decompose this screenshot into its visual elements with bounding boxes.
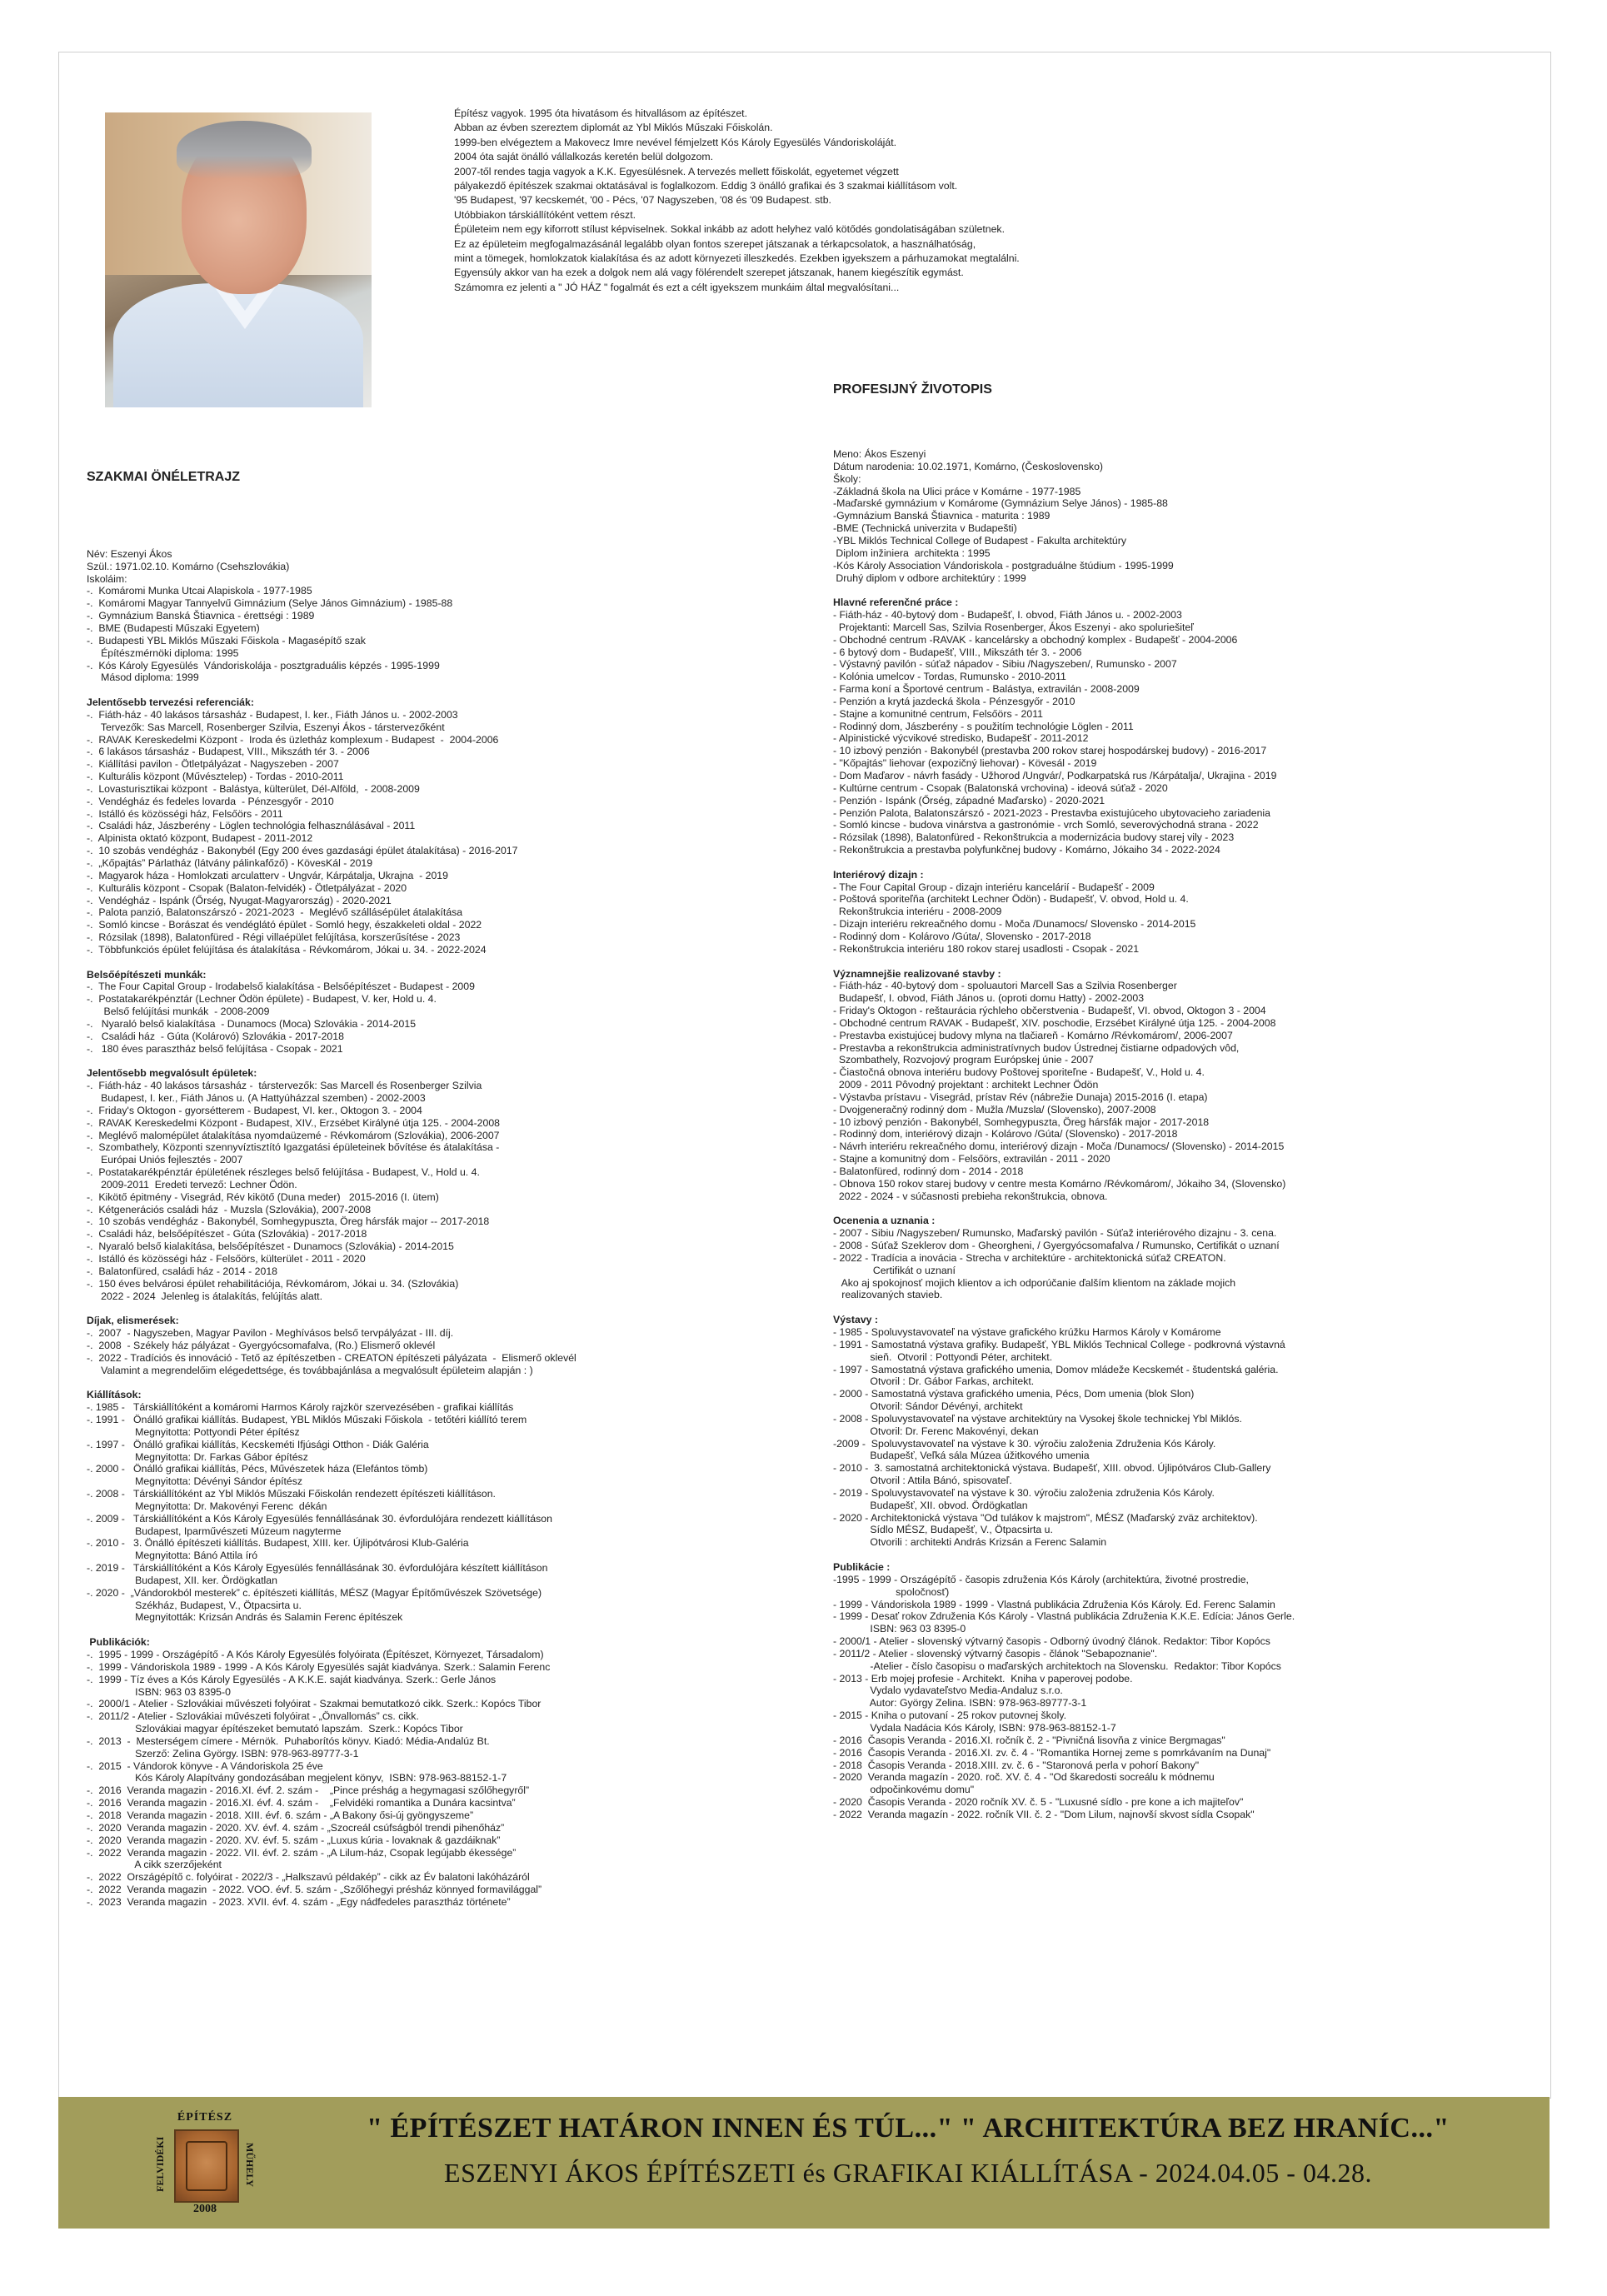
- hungarian-cv-line: -. 180 éves parasztház belső felújítása - Csopak - 2021: [87, 1042, 343, 1055]
- hungarian-cv-line: -. 2022 - Tradíciós és innováció - Tető az építészetben - CREATON építészeti pályázata - Elismerő oklevél: [87, 1351, 576, 1364]
- slovak-cv-line: - 2000 - Samostatná výstava grafického umenia, Pécs, Dom umenia (blok Slon): [833, 1388, 1195, 1400]
- hungarian-cv-line: -. Meglévő malomépület átalakítása nyomdaüzemé - Révkomárom (Szlovákia), 2006-2007: [87, 1129, 500, 1141]
- slovak-cv-line: [833, 956, 1295, 968]
- hungarian-cv-line: -. 10 szobás vendégház - Bakonybél, Somhegypuszta, Öreg hársfák major -- 2017-2018: [87, 1215, 490, 1228]
- hungarian-cv-line: -. Szombathely, Központi szennyvíztisztító Igazgatási épületeinek bővítése és átalakítása -: [87, 1141, 500, 1154]
- hungarian-cv-line: Székház, Budapest, V., Ötpacsirta u.: [87, 1599, 302, 1611]
- slovak-cv: [833, 356, 1295, 1834]
- hungarian-cv-line: -. 2020 Veranda magazin - 2020. XV. évf. 5. szám - „Luxus kúria - lovaknak & gazdáiknak”: [87, 1834, 501, 1846]
- slovak-cv-line: - 2016 Časopis Veranda - 2016.XI. ročník č. 2 - "Pivničná lisovňa z vinice Bergmagas": [833, 1734, 1225, 1746]
- logo-year: 2008: [193, 2203, 217, 2215]
- hungarian-cv-line: -. 6 lakásos társasház - Budapest, VIII., Mikszáth tér 3. - 2006: [87, 746, 370, 758]
- hungarian-cv-line: Budapest, XII. ker. Ördögkatlan: [87, 1574, 277, 1586]
- slovak-cv-line: - Penzión - Ispánk (Őrség, západné Maďarsko) - 2020-2021: [833, 794, 1105, 806]
- slovak-cv-line: - 1985 - Spoluvystavovateľ na výstave grafického krúžku Harmos Károly v Komárome: [833, 1325, 1221, 1338]
- hungarian-cv-line: -. RAVAK Kereskedelmi Központ - Iroda és üzletház komplexum - Budapest - 2004-2006: [87, 733, 499, 746]
- hungarian-cv-line: Európai Uniós fejlesztés - 2007: [87, 1154, 243, 1166]
- hungarian-cv-line: -. Palota panzió, Balatonszárszó - 2021-2023 - Meglévő szállásépület átalakítása: [87, 906, 463, 919]
- slovak-cv-line: Sídlo MÉSZ, Budapešť, V., Ötpacsirta u.: [833, 1524, 1053, 1536]
- slovak-cv-line: sieň. Otvoril : Pottyondi Péter, architekt.: [833, 1350, 1053, 1363]
- slovak-cv-line: - 1997 - Samostatná výstava grafického umenia, Domov mládeže Kecskemét - študentská galéria.: [833, 1363, 1279, 1375]
- hungarian-cv-line: -. 2018 Veranda magazin - 2018. XIII. évf. 6. szám - „A Bakony ősi-új gyöngyszeme”: [87, 1809, 474, 1821]
- slovak-cv-line: -Maďarské gymnázium v Komárome (Gymnázium Selye János) - 1985-88: [833, 497, 1168, 510]
- hungarian-cv-line: Publikációk:: [87, 1636, 150, 1649]
- slovak-cv-line: - Výstavba prístavu - Visegrád, prístav Rév (nábrežie Dunaja) 2015-2016 (I. etapa): [833, 1091, 1208, 1103]
- hungarian-cv-line: Díjak, elismerések:: [87, 1315, 179, 1327]
- hungarian-cv-line: Jelentősebb megvalósult épületek:: [87, 1067, 257, 1080]
- slovak-cv-line: - 2016 Časopis Veranda - 2016.XI. zv. č. 4 - "Romantika Hornej zeme s pomrkávaním na Dunaj": [833, 1746, 1271, 1759]
- hungarian-cv-line: -. The Four Capital Group - Irodabelső kialakítása - Belsőépítészet - Budapest - 2009: [87, 981, 475, 993]
- slovak-cv-line: Vydalo vydavateľstvo Media-Andaluz s.r.o.: [833, 1685, 1063, 1697]
- hungarian-cv-line: Szül.: 1971.02.10. Komárno (Csehszlovákia): [87, 560, 290, 572]
- slovak-cv-line: [833, 1549, 1295, 1561]
- hungarian-cv-line: -. Balatonfüred, családi ház - 2014 - 2018: [87, 1265, 277, 1277]
- slovak-cv-title: PROFESIJNÝ ŽIVOTOPIS: [833, 382, 992, 397]
- slovak-cv-line: [833, 1301, 1295, 1314]
- hungarian-cv-line: -. Kulturális központ (Művésztelep) - Tordas - 2010-2011: [87, 771, 344, 783]
- intro-line: mint a tömegek, homlokzatok kialakítása és az adott környezeti illeszkedés. Ezekben igyekszem a párhuzamokat megtalálni.: [454, 252, 1020, 265]
- slovak-cv-line: -BME (Technická univerzita v Budapešti): [833, 522, 1017, 535]
- hungarian-cv-line: -. Fiáth-ház - 40 lakásos társasház - Budapest, I. ker., Fiáth János u. - 2002-2003: [87, 708, 458, 721]
- slovak-cv-line: Diplom inžiniera architekta : 1995: [833, 547, 991, 559]
- slovak-cv-line: -2009 - Spoluvystavovateľ na výstave k 30. výročiu založenia Združenia Kós Károly.: [833, 1437, 1216, 1450]
- slovak-cv-line: - 1999 - Vándoriskola 1989 - 1999 - Vlastná publikácia Združenia Kós Károly. Ed. Ferenc Salamin: [833, 1598, 1275, 1610]
- slovak-cv-line: - Obchodné centrum RAVAK - Budapešť, XIV. poschodie, Erzsébet Királyné útja 125. - 2004-2008: [833, 1016, 1276, 1029]
- slovak-cv-line: - 2019 - Spoluvystavovateľ na výstave k 30. výročiu založenia združenia Kós Károly.: [833, 1486, 1215, 1499]
- hungarian-cv-line: -. Családi ház, belsőépítészet - Gúta (Szlovákia) - 2017-2018: [87, 1228, 367, 1240]
- slovak-cv-line: - Prestavba a rekonštrukcia administratívnych budov Ústrednej čistiarne odpadových vôd,: [833, 1041, 1240, 1054]
- slovak-cv-line: - Rodinný dom, interiérový dizajn - Kolárovo /Gúta/ (Slovensko) - 2017-2018: [833, 1128, 1178, 1141]
- slovak-cv-line: -Kós Károly Association Vándoriskola - postgraduálne štúdium - 1995-1999: [833, 559, 1174, 572]
- hungarian-cv-line: -. 2022 Országépítő c. folyóirat - 2022/3 - „Halkszavú példakép” - cikk az Év balatoni lakóházáról: [87, 1871, 530, 1884]
- hungarian-cv-line: 2009-2011 Eredeti tervező: Lechner Ödön.: [87, 1178, 297, 1190]
- hungarian-cv-line: -. Többfunkciós épület felújítása és átalakítása - Révkomárom, Jókai u. 34. - 2022-2024: [87, 943, 487, 956]
- hungarian-cv-line: -. Magyarok háza - Homlokzati arculatterv - Ungvár, Kárpátalja, Ukrajna - 2019: [87, 869, 448, 881]
- hungarian-cv-title: SZAKMAI ÖNÉLETRAJZ: [87, 469, 240, 484]
- logo-left-text: FELVIDÉKI: [154, 2136, 166, 2193]
- hungarian-cv-line: -. Postatakarékpénztár (Lechner Ödön épülete) - Budapest, V. ker, Hold u. 4.: [87, 993, 437, 1006]
- hungarian-cv-line: Szlovákiai magyar építészeket bemutató lapszám. Szerk.: Kopócs Tibor: [87, 1723, 463, 1735]
- slovak-cv-line: Certifikát o uznaní: [833, 1264, 956, 1276]
- slovak-cv-line: - Fiáth-ház - 40-bytový dom - spoluautori Marcell Sas a Szilvia Rosenberger: [833, 980, 1177, 992]
- felvideki-epitesz-muhely-logo: [154, 2111, 256, 2218]
- intro-line: Építész vagyok. 1995 óta hivatásom és hitvallásom az építészet.: [454, 107, 748, 119]
- hungarian-cv-line: Másod diploma: 1999: [87, 671, 199, 684]
- hungarian-cv-line: Valamint a megrendelőim elégedettsége, és továbbajánlása a megvalósult épületeim alapján : ): [87, 1364, 533, 1376]
- slovak-cv-line: - Farma koní a Športové centrum - Balástya, extravilán - 2008-2009: [833, 683, 1140, 696]
- slovak-cv-line: - 2020 Časopis Veranda - 2020 ročník XV. č. 5 - "Luxusné sídlo - pre kone a ich majiteľov": [833, 1796, 1244, 1809]
- hungarian-cv-line: -. Családi ház, Jászberény - Löglen technológia felhasználásával - 2011: [87, 820, 416, 832]
- slovak-cv-body: [833, 423, 1295, 1820]
- slovak-cv-line: Rekonštrukcia interiéru - 2008-2009: [833, 906, 1002, 918]
- hungarian-cv-line: Budapest, Iparművészeti Múzeum nagyterme: [87, 1525, 342, 1537]
- hungarian-cv-line: [87, 536, 576, 548]
- slovak-cv-line: - 2000/1 - Atelier - slovenský výtvarný časopis - Odborný úvodný článok. Redaktor: Tibor Kopócs: [833, 1635, 1270, 1648]
- slovak-cv-line: - Obchodné centrum -RAVAK - kancelársky a obchodný komplex - Budapešť - 2004-2006: [833, 633, 1238, 646]
- slovak-cv-line: - "Kőpajtás" liehovar (expozičný liehovar) - Kövesál - 2019: [833, 757, 1097, 770]
- slovak-cv-line: Hlavné referenčné práce :: [833, 596, 959, 609]
- slovak-cv-line: -Atelier - číslo časopisu o maďarských architektoch na Slovensku. Redaktor: Tibor Kopócs: [833, 1660, 1281, 1672]
- slovak-cv-line: - Návrh interiéru rekreačného domu, interiérový dizajn - Moča /Dunamocs/ (Slovensko) - 2014-2015: [833, 1141, 1285, 1153]
- slovak-cv-line: [833, 436, 1295, 448]
- hungarian-cv-line: -. 2008 - Társkiállítóként az Ybl Miklós Műszaki Főiskolán rendezett építészeti kiállításon.: [87, 1488, 496, 1500]
- banner-subtitle: ESZENYI ÁKOS ÉPÍTÉSZETI és GRAFIKAI KIÁLLÍTÁSA - 2024.04.05 - 04.28.: [444, 2158, 1372, 2188]
- slovak-cv-line: Projektanti: Marcell Sas, Szilvia Rosenberger, Ákos Eszenyi - ako spoluriešiteľ: [833, 621, 1194, 633]
- hungarian-cv-line: -. 2020 - „Vándorokból mesterek” c. építészeti kiállítás, MÉSZ (Magyar Építőművészek Szövetsége): [87, 1586, 542, 1599]
- hungarian-cv-line: -. 10 szobás vendégház - Bakonybél (Egy 200 éves gazdasági épület átalakítása) - 2016-2017: [87, 845, 518, 857]
- slovak-cv-line: - 2022 - Tradícia a inovácia - Strecha v architektúre - architektonická súťaž CREATON.: [833, 1251, 1226, 1264]
- slovak-cv-line: Budapešť, Veľká sála Múzea úžitkového umenia: [833, 1450, 1090, 1462]
- hungarian-cv-line: Belsőépítészeti munkák:: [87, 968, 207, 981]
- hungarian-cv-line: -. 1997 - Önálló grafikai kiállítás, Kecskeméti Ifjúsági Otthon - Diák Galéria: [87, 1438, 429, 1450]
- intro-text: [454, 107, 1229, 295]
- slovak-cv-line: - Čiastočná obnova interiéru budovy Poštovej sporiteľne - Budapešť, V., Hold u. 4.: [833, 1066, 1205, 1079]
- slovak-cv-line: - 1991 - Samostatná výstava grafiky. Budapešť, YBL Miklós Technical College - podkrovná výstavná: [833, 1338, 1285, 1350]
- slovak-cv-line: -Základná škola na Ulici práce v Komárne - 1977-1985: [833, 485, 1081, 497]
- hungarian-cv-line: -. 2010 - 3. Önálló építészeti kiállítás. Budapest, XIII. ker. Újlipótvárosi Klub-Galéria: [87, 1537, 469, 1550]
- hungarian-cv-line: -. Kétgenerációs családi ház - Muzsla (Szlovákia), 2007-2008: [87, 1203, 372, 1215]
- slovak-cv-line: - 6 bytový dom - Budapešť, VIII., Mikszáth tér 3. - 2006: [833, 646, 1082, 658]
- hungarian-cv-line: [87, 1624, 576, 1636]
- slovak-cv-line: - 2008 - Súťaž Szeklerov dom - Gheorgheni, / Gyergyócsomafalva / Rumunsko, Certifikát o uznaní: [833, 1240, 1280, 1252]
- banner-title: " ÉPÍTÉSZET HATÁRON INNEN ÉS TÚL..." " ARCHITEKTÚRA BEZ HRANÍC...": [367, 2113, 1450, 2144]
- hungarian-cv-line: -. Nyaraló belső kialakítása - Dunamocs (Moca) Szlovákia - 2014-2015: [87, 1017, 417, 1030]
- slovak-cv-line: - Obnova 150 rokov starej budovy v centre mesta Komárno /Révkomárom/, Jókaiho 34, (Slovensko): [833, 1177, 1286, 1190]
- slovak-cv-line: [833, 584, 1295, 596]
- slovak-cv-line: - The Four Capital Group - dizajn interiéru kancelárií - Budapešť - 2009: [833, 881, 1155, 893]
- slovak-cv-line: -YBL Miklós Technical College of Budapest - Fakulta architektúry: [833, 534, 1126, 547]
- hungarian-cv-line: -. 2000/1 - Atelier - Szlovákiai művészeti folyóirat - Szakmai bemutatkozó cikk. Szerk.: Kopócs Tibor: [87, 1698, 541, 1710]
- hungarian-cv-line: -. Vendégház - Ispánk (Őrség, Nyugat-Magyarország) - 2020-2021: [87, 894, 392, 906]
- slovak-cv-line: 2022 - 2024 - v súčasnosti prebieha rekonštrukcia, obnova.: [833, 1190, 1108, 1202]
- hungarian-cv-line: -. 1995 - 1999 - Országépítő - A Kós Károly Egyesülés folyóirata (Építészet, Környezet, Társadalom): [87, 1649, 544, 1660]
- slovak-cv-line: - Rodinný dom - Kolárovo /Gúta/, Slovensko - 2017-2018: [833, 930, 1091, 942]
- slovak-cv-line: - Friday's Oktogon - reštaurácia rýchleho občerstvenia - Budapešť, VI. obvod, Oktogon 3 - 2004: [833, 1005, 1266, 1017]
- hungarian-cv-line: Kós Károly Alapítvány gondozásában megjelent könyv, ISBN: 978-963-88152-1-7: [87, 1772, 507, 1784]
- slovak-cv-line: - Stajne a komunitný dom - Felsőörs, extravilán - 2011 - 2020: [833, 1153, 1110, 1165]
- intro-line: Ez az épületeim megfogalmazásánál legalább olyan fontos szerepet játszanak a térkapcsolatok, a használhatóság,: [454, 237, 976, 250]
- slovak-cv-line: Druhý diplom v odbore architektúry : 1999: [833, 572, 1026, 584]
- intro-line: Számomra ez jelenti a " JÓ HÁZ " fogalmát és ezt a célt igyekszem munkáim által megvalósítani...: [454, 281, 900, 293]
- hungarian-cv-line: Megnyitotta: Dr. Farkas Gábor építész: [87, 1450, 308, 1463]
- slovak-cv-line: spoločnosť): [833, 1585, 950, 1598]
- hungarian-cv-line: -. Istálló és közösségi ház, Felsőörs - 2011: [87, 807, 283, 820]
- hungarian-cv-line: Megnyitották: Krizsán András és Salamin Ferenc építészek: [87, 1611, 403, 1624]
- hungarian-cv-line: -. 2011/2 - Atelier - Szlovákiai művészeti folyóirat - „Önvallomás” cs. cikk.: [87, 1710, 419, 1723]
- slovak-cv-line: Publikácie :: [833, 1561, 891, 1573]
- slovak-cv-line: - Dizajn interiéru rekreačného domu - Moča /Dunamocs/ Slovensko - 2014-2015: [833, 918, 1196, 931]
- hungarian-cv-line: -. 2023 Veranda magazin - 2023. XVII. évf. 4. szám - „Egy nádfedeles parasztház története”: [87, 1895, 511, 1908]
- slovak-cv-line: Otvoril : Dr. Gábor Farkas, architekt.: [833, 1375, 1035, 1388]
- hungarian-cv-line: -. 2007 - Nagyszeben, Magyar Pavilon - Meghívásos belső tervpályázat - III. díj.: [87, 1327, 454, 1340]
- hungarian-cv-line: -. 2022 Veranda magazin - 2022. VII. évf. 2. szám - „A Lilum-ház, Csopak legújabb ékessége”: [87, 1846, 517, 1859]
- hungarian-cv-line: Megnyitotta: Bánó Attila író: [87, 1550, 258, 1562]
- hungarian-cv-line: [87, 1302, 576, 1315]
- slovak-cv-line: - Penzión a krytá jazdecká škola - Pénzesgyőr - 2010: [833, 695, 1075, 707]
- hungarian-cv: [87, 443, 576, 1921]
- hungarian-cv-line: Megnyitotta: Dr. Makovényi Ferenc dékán: [87, 1500, 327, 1512]
- hungarian-cv-line: -. RAVAK Kereskedelmi Központ - Budapest, XIV., Erzsébet Királyné útja 125. - 2004-2008: [87, 1116, 501, 1129]
- slovak-cv-line: Otvoril : Attila Bánó, spisovateľ.: [833, 1475, 1012, 1487]
- hungarian-cv-line: -. Alpinista oktató központ, Budapest - 2011-2012: [87, 832, 313, 845]
- hungarian-cv-line: -. 1985 - Társkiállítóként a komáromi Harmos Károly rajzkör szervezésében - grafikai kiállítás: [87, 1401, 514, 1414]
- hungarian-cv-line: Kiállítások:: [87, 1389, 142, 1401]
- slovak-cv-line: [833, 1203, 1295, 1215]
- slovak-cv-line: -1995 - 1999 - Országépítő - časopis združenia Kós Károly (architektúra, životné prostredie,: [833, 1573, 1249, 1585]
- slovak-cv-line: Meno: Ákos Eszenyi: [833, 448, 926, 461]
- hungarian-cv-line: Jelentősebb tervezési referenciák:: [87, 696, 254, 709]
- logo-right-text: MŰHELY: [244, 2142, 256, 2187]
- logo-top-text: ÉPÍTÉSZ: [177, 2111, 233, 2124]
- hungarian-cv-line: -. 1991 - Önálló grafikai kiállítás. Budapest, YBL Miklós Műszaki Főiskola - tetőtéri kiállító terem: [87, 1413, 527, 1425]
- hungarian-cv-line: -. Kulturális központ - Csopak (Balaton-felvidék) - Ötletpályázat - 2020: [87, 881, 407, 894]
- intro-line: '95 Budapest, '97 kecskemét, '00 - Pécs, '07 Nagyszeben, '08 és '09 Budapest. stb.: [454, 194, 831, 207]
- hungarian-cv-line: Tervezők: Sas Marcell, Rosenberger Szilvia, Eszenyi Ákos - társtervezőként: [87, 721, 445, 733]
- hungarian-cv-line: ISBN: 963 03 8395-0: [87, 1685, 231, 1698]
- slovak-cv-line: - 2008 - Spoluvystavovateľ na výstave architektúry na Vysokej škole technickej Ybl Miklós.: [833, 1412, 1242, 1425]
- slovak-cv-line: Interiérový dizajn :: [833, 868, 924, 881]
- hungarian-cv-line: -. Istálló és közösségi ház - Felsőörs, külterület - 2011 - 2020: [87, 1253, 366, 1265]
- slovak-cv-line: - 2015 - Kniha o putovaní - 25 rokov putovnej školy.: [833, 1710, 1067, 1722]
- slovak-cv-line: [833, 856, 1295, 869]
- slovak-cv-line: ISBN: 963 03 8395-0: [833, 1623, 966, 1635]
- hungarian-cv-line: -. Gymnázium Banská Štiavnica - érettségi : 1989: [87, 610, 315, 622]
- slovak-cv-line: odpočinkovému domu": [833, 1784, 975, 1796]
- slovak-cv-line: - 2007 - Sibiu /Nagyszeben/ Rumunsko, Maďarský pavilón - Súťaž interiérového dizajnu - 3. cena.: [833, 1227, 1277, 1240]
- hungarian-cv-line: -. 2015 - Vándorok könyve - A Vándoriskola 25 éve: [87, 1759, 323, 1772]
- slovak-cv-line: - Dom Maďarov - návrh fasády - Užhorod /Ungvár/, Podkarpatská rus /Kárpátalja/, Ukrajina - 2019: [833, 770, 1277, 781]
- hungarian-cv-line: Szerző: Zelina György. ISBN: 978-963-89777-3-1: [87, 1747, 359, 1759]
- slovak-cv-line: - Poštová sporiteľňa (architekt Lechner Ödön) - Budapešť, V. obvod, Hold u. 4.: [833, 893, 1189, 906]
- slovak-cv-line: Autor: György Zelina. ISBN: 978-963-89777-3-1: [833, 1697, 1087, 1710]
- slovak-cv-line: Dátum narodenia: 10.02.1971, Komárno, (Československo): [833, 460, 1104, 472]
- slovak-cv-line: - 2022 Veranda magazín - 2022. ročník VII. č. 2 - "Dom Lilum, najnovší skvost sídla Csopak": [833, 1808, 1255, 1820]
- slovak-cv-line: 2009 - 2011 Pôvodný projektant : architekt Lechner Ödön: [833, 1079, 1099, 1091]
- hungarian-cv-line: -. Kiállítási pavilon - Ötletpályázat - Nagyszeben - 2007: [87, 758, 339, 771]
- slovak-cv-line: Školy:: [833, 472, 861, 485]
- intro-line: 2007-től rendes tagja vagyok a K.K. Egyesülésnek. A tervezés mellett főiskolát, egyetemet végzett: [454, 165, 899, 177]
- slovak-cv-line: Budapešť, XII. obvod. Ördögkatlan: [833, 1499, 1028, 1511]
- hungarian-cv-line: -. 2008 - Székely ház pályázat - Gyergyócsomafalva, (Ro.) Elismerő oklevél: [87, 1339, 436, 1351]
- slovak-cv-line: - Fiáth-ház - 40-bytový dom - Budapešť, I. obvod, Fiáth János u. - 2002-2003: [833, 609, 1182, 621]
- intro-line: Utóbbiakon társkiállítóként vettem részt.: [454, 208, 636, 221]
- intro-line: 2004 óta saját önálló vállalkozás keretén belül dolgozom.: [454, 151, 714, 163]
- slovak-cv-line: Výstavy :: [833, 1314, 879, 1326]
- slovak-cv-line: Vydala Nadácia Kós Károly, ISBN: 978-963-88152-1-7: [833, 1721, 1116, 1734]
- slovak-cv-line: - Výstavný pavilón - súťaž nápadov - Sibiu /Nagyszeben/, Rumunsko - 2007: [833, 658, 1177, 671]
- hungarian-cv-line: -. 2013 - Mesterségem címere - Mérnök. Puhaborítós könyv. Kiadó: Média-Andalúz Bt.: [87, 1734, 490, 1747]
- hungarian-cv-line: -. Lovasturisztikai központ - Balástya, külterület, Dél-Alföld, - 2008-2009: [87, 782, 420, 795]
- slovak-cv-line: Ako aj spokojnosť mojich klientov a ich odporúčanie ďalším klientom na základe mojich: [833, 1276, 1236, 1289]
- slovak-cv-line: Szombathely, Rozvojový program Európskej únie - 2007: [833, 1054, 1094, 1066]
- slovak-cv-line: - Penzión Palota, Balatonszárszó - 2021-2023 - Prestavba existujúceho ubytovacieho zariadenia: [833, 806, 1270, 819]
- slovak-cv-line: - 10 izbový penzión - Bakonybél, Somhegypuszta, Öreg hársfák major - 2017-2018: [833, 1116, 1210, 1128]
- slovak-cv-line: -Gymnázium Banská Štiavnica - maturita : 1989: [833, 510, 1051, 522]
- slovak-cv-line: - Balatonfüred, rodinný dom - 2014 - 2018: [833, 1165, 1024, 1177]
- hungarian-cv-line: [87, 523, 576, 536]
- hungarian-cv-line: -. Családi ház - Gúta (Kolárovó) Szlovákia - 2017-2018: [87, 1030, 344, 1042]
- hungarian-cv-line: -. Fiáth-ház - 40 lakásos társasház - társtervezők: Sas Marcell és Rosenberger Szilvia: [87, 1080, 482, 1092]
- slovak-cv-line: - 2011/2 - Atelier - slovenský výtvarný časopis - článok "Sebapoznanie".: [833, 1647, 1158, 1660]
- hungarian-cv-line: -. BME (Budapesti Műszaki Egyetem): [87, 621, 260, 634]
- hungarian-cv-line: -. Komáromi Magyar Tannyelvű Gimnázium (Selye János Gimnázium) - 1985-88: [87, 597, 453, 610]
- hungarian-cv-line: -. 2016 Veranda magazin - 2016.XI. évf. 4. szám - „Felvidéki romantika a Dunára kacsintva”: [87, 1797, 516, 1809]
- hungarian-cv-line: [87, 511, 576, 523]
- hungarian-cv-line: Név: Eszenyi Ákos: [87, 547, 172, 560]
- hungarian-cv-line: Megnyitotta: Dévényi Sándor építész: [87, 1475, 303, 1488]
- intro-line: Abban az évben szereztem diplomát az Ybl Miklós Műszaki Főiskolán.: [454, 122, 773, 134]
- slovak-cv-line: [833, 423, 1295, 436]
- hungarian-cv-line: -. 2000 - Önálló grafikai kiállítás, Pécs, Művészetek háza (Elefántos tömb): [87, 1463, 428, 1475]
- hungarian-cv-line: [87, 684, 576, 696]
- slovak-cv-line: - 10 izbový penzión - Bakonybél (prestavba 200 rokov starej hospodárskej budovy) - 2016-2017: [833, 745, 1267, 757]
- slovak-cv-line: realizovaných stavieb.: [833, 1289, 943, 1301]
- slovak-cv-line: - 2010 - 3. samostatná architektonická výstava. Budapešť, XIII. obvod. Újlipótváros Club-Gallery: [833, 1462, 1271, 1475]
- slovak-cv-line: - 2020 - Architektonická výstava "Od tulákov k majstrom", MÉSZ (Maďarský zväz architektov).: [833, 1511, 1258, 1524]
- intro-line: Épületeim nem egy kiforrott stílust képviselnek. Sokkal inkább az adott helyhez való kötődés gondolatiságában születnek.: [454, 223, 1005, 236]
- hungarian-cv-line: -. 2019 - Társkiállítóként a Kós Károly Egyesülés fennállásának 30. évfordulójára készített kiállításon: [87, 1562, 548, 1575]
- hungarian-cv-line: -. Friday's Oktogon - gyorsétterem - Budapest, VI. ker., Oktogon 3. - 2004: [87, 1104, 422, 1116]
- hungarian-cv-line: Építészmérnöki diploma: 1995: [87, 646, 239, 659]
- slovak-cv-line: - Kolónia umelcov - Tordas, Rumunsko - 2010-2011: [833, 671, 1066, 683]
- hungarian-cv-line: Megnyitotta: Pottyondi Péter építész: [87, 1425, 300, 1438]
- portrait-photo: [105, 112, 372, 407]
- hungarian-cv-line: Iskoláim:: [87, 572, 127, 585]
- slovak-cv-line: - Kultúrne centrum - Csopak (Balatonská vrchovina) - ideová súťaž - 2020: [833, 781, 1168, 794]
- hungarian-cv-line: -. Komáromi Munka Utcai Alapiskola - 1977-1985: [87, 585, 312, 597]
- hungarian-cv-line: -. Somló kincse - Borászat és vendéglátó épület - Somló hegy, északkeleti oldal - 2022: [87, 919, 482, 931]
- hungarian-cv-line: -. Nyaraló belső kialakítása, belsőépítészet - Dunamocs (Szlovákia) - 2014-2015: [87, 1240, 454, 1253]
- hungarian-cv-line: [87, 1056, 576, 1068]
- slovak-cv-line: - Prestavba existujúcej budovy mlyna na tlačiareň - Komárno /Révkomárom/, 2006-2007: [833, 1029, 1233, 1041]
- hungarian-cv-line: -. Kikötő épitmény - Visegrád, Rév kikötő (Duna meder) 2015-2016 (I. ütem): [87, 1190, 439, 1203]
- hungarian-cv-line: -. 150 éves belvárosi épület rehabilitációja, Révkomárom, Jókai u. 34. (Szlovákia): [87, 1277, 459, 1290]
- slovak-cv-line: - 2020 Veranda magazín - 2020. roč. XV. č. 4 - "Od škaredosti socreálu k módnemu: [833, 1771, 1215, 1784]
- hungarian-cv-line: Belső felújítási munkák - 2008-2009: [87, 1006, 270, 1018]
- slovak-cv-line: - Dvojgeneračný rodinný dom - Mužla /Muzsla/ (Slovensko), 2007-2008: [833, 1103, 1156, 1116]
- slovak-cv-line: Ocenenia a uznania :: [833, 1215, 936, 1227]
- hungarian-cv-line: 2022 - 2024 Jelenleg is átalakítás, felújítás alatt.: [87, 1290, 322, 1302]
- slovak-cv-line: - 1999 - Desať rokov Združenia Kós Károly - Vlastná publikácia Združenia K.K.E. Edícia: János Gerle.: [833, 1610, 1295, 1623]
- slovak-cv-line: Budapešť, I. obvod, Fiáth János u. (oproti domu Hatty) - 2002-2003: [833, 992, 1145, 1005]
- slovak-cv-line: Otvorili : architekti András Krizsán a Ferenc Salamin: [833, 1536, 1107, 1549]
- hungarian-cv-line: [87, 956, 576, 969]
- hungarian-cv-line: -. Rózsilak (1898), Balatonfüred - Régi villaépület felújítása, korszerűsítése - 2023: [87, 931, 461, 944]
- logo-emblem: [174, 2129, 239, 2203]
- slovak-cv-line: Významnejšie realizované stavby :: [833, 967, 1001, 980]
- hungarian-cv-line: -. Vendégház és fedeles lovarda - Pénzesgyőr - 2010: [87, 795, 334, 807]
- hungarian-cv-line: -. Budapesti YBL Miklós Műszaki Főiskola - Magasépítő szak: [87, 634, 366, 646]
- slovak-cv-line: - Somló kincse - budova vinárstva a gastronómie - vrch Somló, severovýchodná strana - 2022: [833, 819, 1259, 831]
- hungarian-cv-line: -. Kós Károly Egyesülés Vándoriskolája - posztgraduális képzés - 1995-1999: [87, 659, 440, 671]
- hungarian-cv-line: -. „Kőpajtás” Párlatház (látvány pálinkafőző) - KövesKál - 2019: [87, 857, 373, 869]
- slovak-cv-line: - 2013 - Erb mojej profesie - Architekt. Kniha v paperovej podobe.: [833, 1672, 1133, 1685]
- slovak-cv-line: - Alpinistické výcvikové stredisko, Budapešť - 2011-2012: [833, 732, 1089, 745]
- hungarian-cv-body: [87, 511, 576, 1908]
- hungarian-cv-line: -. 2020 Veranda magazin - 2020. XV. évf. 4. szám - „Szocreál csúfságból trendi pihenőház”: [87, 1821, 505, 1834]
- hungarian-cv-line: -. 1999 - Tíz éves a Kós Károly Egyesülés - A K.K.E. saját kiadványa. Szerk.: Gerle János: [87, 1673, 497, 1685]
- slovak-cv-line: - Rekonštrukcia a prestavba polyfunkčnej budovy - Komárno, Jókaiho 34 - 2022-2024: [833, 844, 1220, 856]
- slovak-cv-line: - Rózsilak (1898), Balatonfüred - Rekonštrukcia a modernizácia budovy starej vily - 2023: [833, 831, 1235, 844]
- slovak-cv-line: Otvoril: Dr. Ferenc Makovényi, dekan: [833, 1425, 1039, 1437]
- slovak-cv-line: - 2018 Časopis Veranda - 2018.XIII. zv. č. 6 - "Staronová perla v pohorí Bakony": [833, 1759, 1200, 1771]
- slovak-cv-line: - Rekonštrukcia interiéru 180 rokov starej usadlosti - Csopak - 2021: [833, 942, 1140, 955]
- slovak-cv-line: Otvoril: Sándor Dévényi, architekt: [833, 1400, 1023, 1413]
- hungarian-cv-line: -. 2016 Veranda magazin - 2016.XI. évf. 2. szám - „Pince préshág a hegymagasi szőlőhegyről”: [87, 1784, 530, 1797]
- hungarian-cv-line: -. Postatakarékpénztár épületének részleges belső felújítása - Budapest, V., Hold u. 4.: [87, 1166, 480, 1179]
- slovak-cv-line: - Rodinný dom, Jászberény - s použitím technológie Löglen - 2011: [833, 720, 1134, 732]
- hungarian-cv-line: -. 2009 - Társkiállítóként a Kós Károly Egyesülés fennállásának 30. évfordulójára rendezett kiállításon: [87, 1512, 552, 1525]
- hungarian-cv-line: [87, 1376, 576, 1389]
- intro-line: pályakezdő építészek szakmai oktatásával is foglalkozom. Eddig 3 önálló grafikai és 3 szakmai kiállításom volt.: [454, 180, 958, 192]
- intro-line: 1999-ben elvégeztem a Makovecz Imre nevével fémjelzett Kós Károly Egyesülés Vándoriskoláját.: [454, 136, 897, 148]
- hungarian-cv-line: -. 1999 - Vándoriskola 1989 - 1999 - A Kós Károly Egyesülés saját kiadványa. Szerk.: Salamin Ferenc: [87, 1660, 551, 1673]
- intro-line: Egyensúly akkor van ha ezek a dolgok nem alá vagy fölérendelt szerepet játszanak, hanem kiegészítik egymást.: [454, 267, 964, 279]
- hungarian-cv-line: Budapest, I. ker., Fiáth János u. (A Hattyúházzal szemben) - 2002-2003: [87, 1092, 426, 1105]
- hungarian-cv-line: A cikk szerzőjeként: [87, 1859, 222, 1871]
- hungarian-cv-line: -. 2022 Veranda magazin - 2022. VOO. évf. 5. szám - „Szőlőhegyi présház könnyed formavilággal”: [87, 1884, 542, 1896]
- slovak-cv-line: - Stajne a komunitné centrum, Felsőörs - 2011: [833, 707, 1043, 720]
